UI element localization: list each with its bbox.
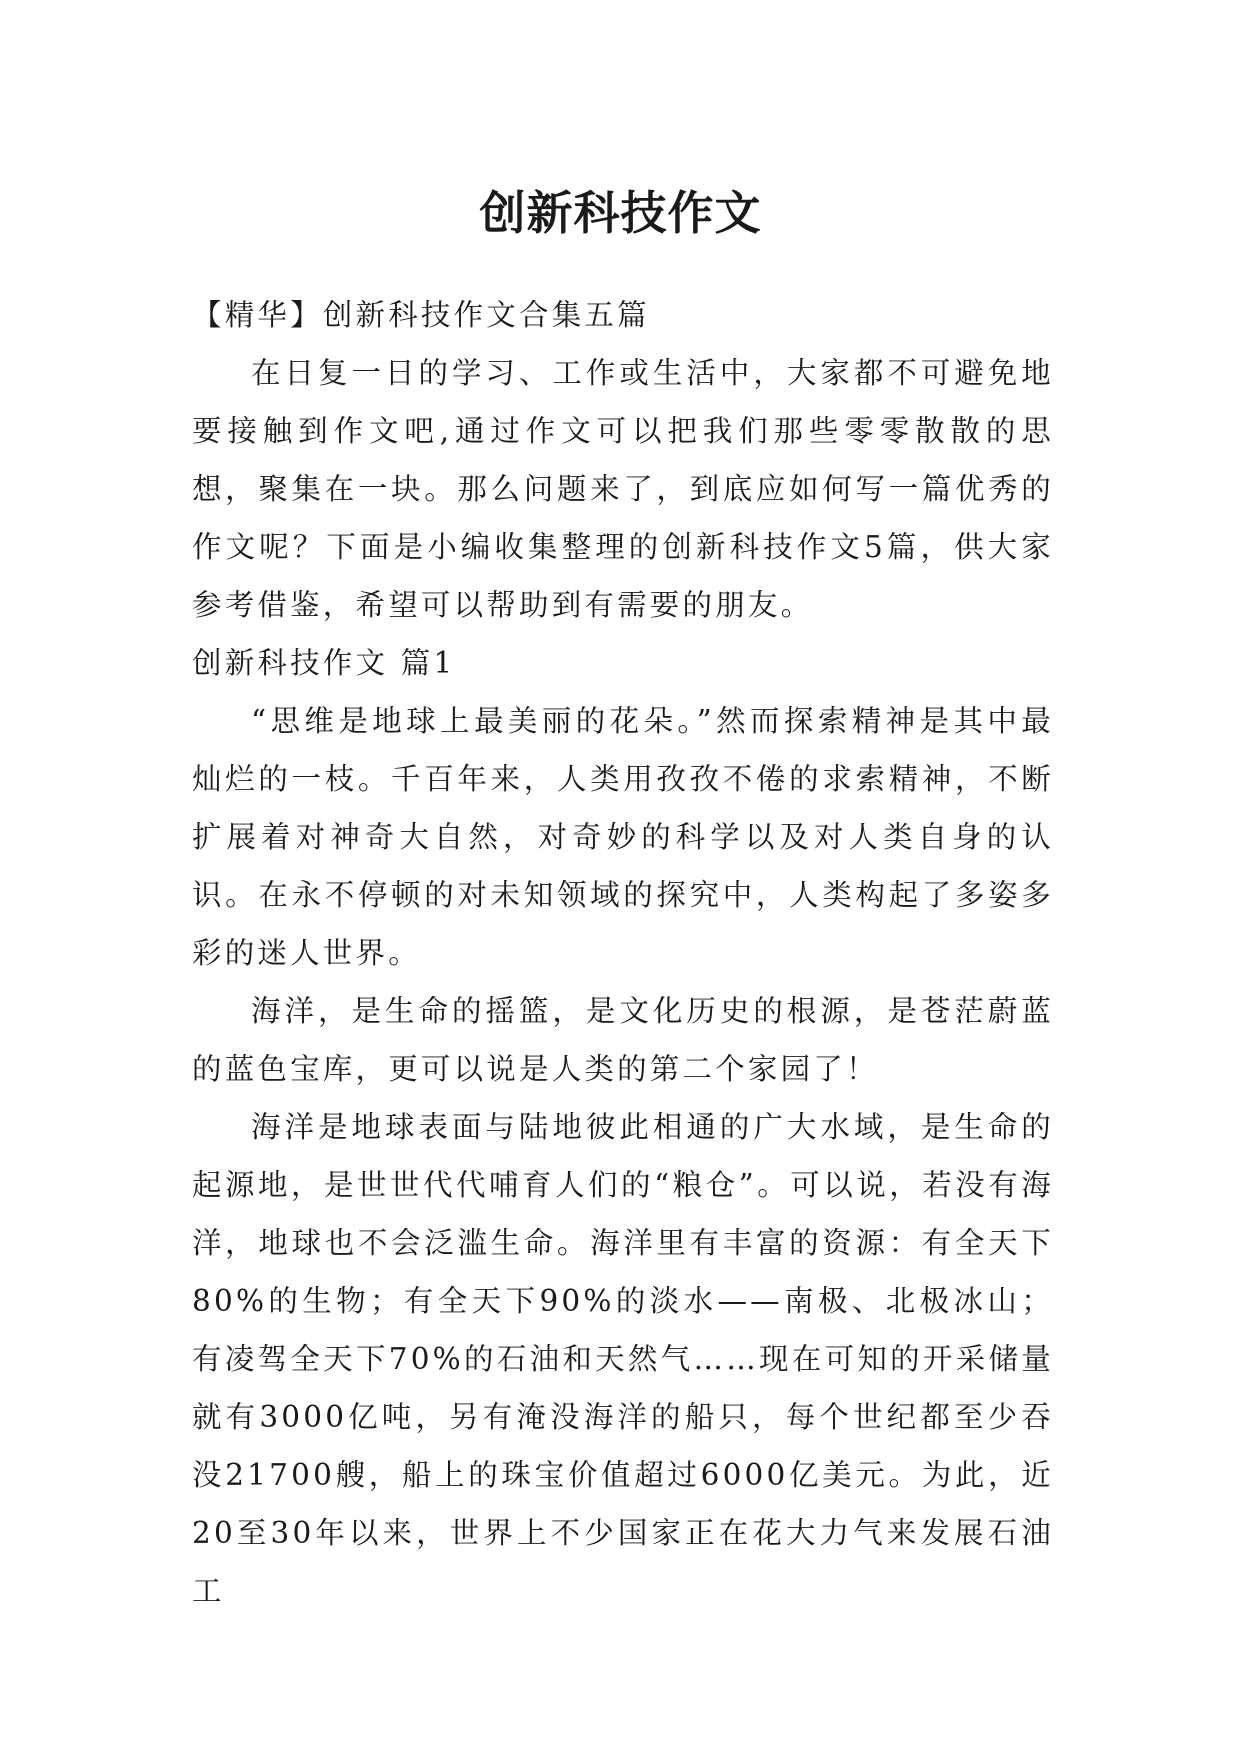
document-title: 创新科技作文 — [479, 185, 762, 240]
body-paragraph-1: “思维是地球上最美丽的花朵。”然而探索精神是其中最灿烂的一枝。千百年来，人类用孜孜不倦的求索精神，不断扩展着对神奇大自然，对奇妙的科学以及对人类自身的认识。在永不停顿的对未知领域的探究中，人类构起了多姿多彩的迷人世界。 — [192, 704, 1054, 970]
body-paragraph-2: 海洋，是生命的摇篮，是文化历史的根源，是苍茫蔚蓝的蓝色宝库，更可以说是人类的第二个家园了！ — [192, 994, 1054, 1086]
body-paragraph-3: 海洋是地球表面与陆地彼此相通的广大水域，是生命的起源地，是世世代代哺育人们的“粮仓”。可以说，若没有海洋，地球也不会泛滥生命。海洋里有丰富的资源：有全天下80%的生物；有全天下90%的淡水——南极、北极冰山；有凌驾全天下70%的石油和天然气……现在可知的开采储量就有3000亿吨，另有淹没海洋的船只，每个世纪都至少吞没21700艘，船上的珠宝价值超过6000亿美元。为此，近20至30年以来，世界上不少国家正在花大力气来发展石油工 — [192, 1110, 1054, 1608]
section-heading: 创新科技作文 篇1 — [192, 646, 456, 680]
document-body — [192, 286, 1054, 1620]
intro-heading: 【精华】创新科技作文合集五篇 — [192, 298, 650, 332]
intro-paragraph: 在日复一日的学习、工作或生活中，大家都不可避免地要接触到作文吧,通过作文可以把我们那些零零散散的思想，聚集在一块。那么问题来了，到底应如何写一篇优秀的作文呢？下面是小编收集整理的创新科技作文5篇，供大家参考借鉴，希望可以帮助到有需要的朋友。 — [192, 356, 1054, 622]
